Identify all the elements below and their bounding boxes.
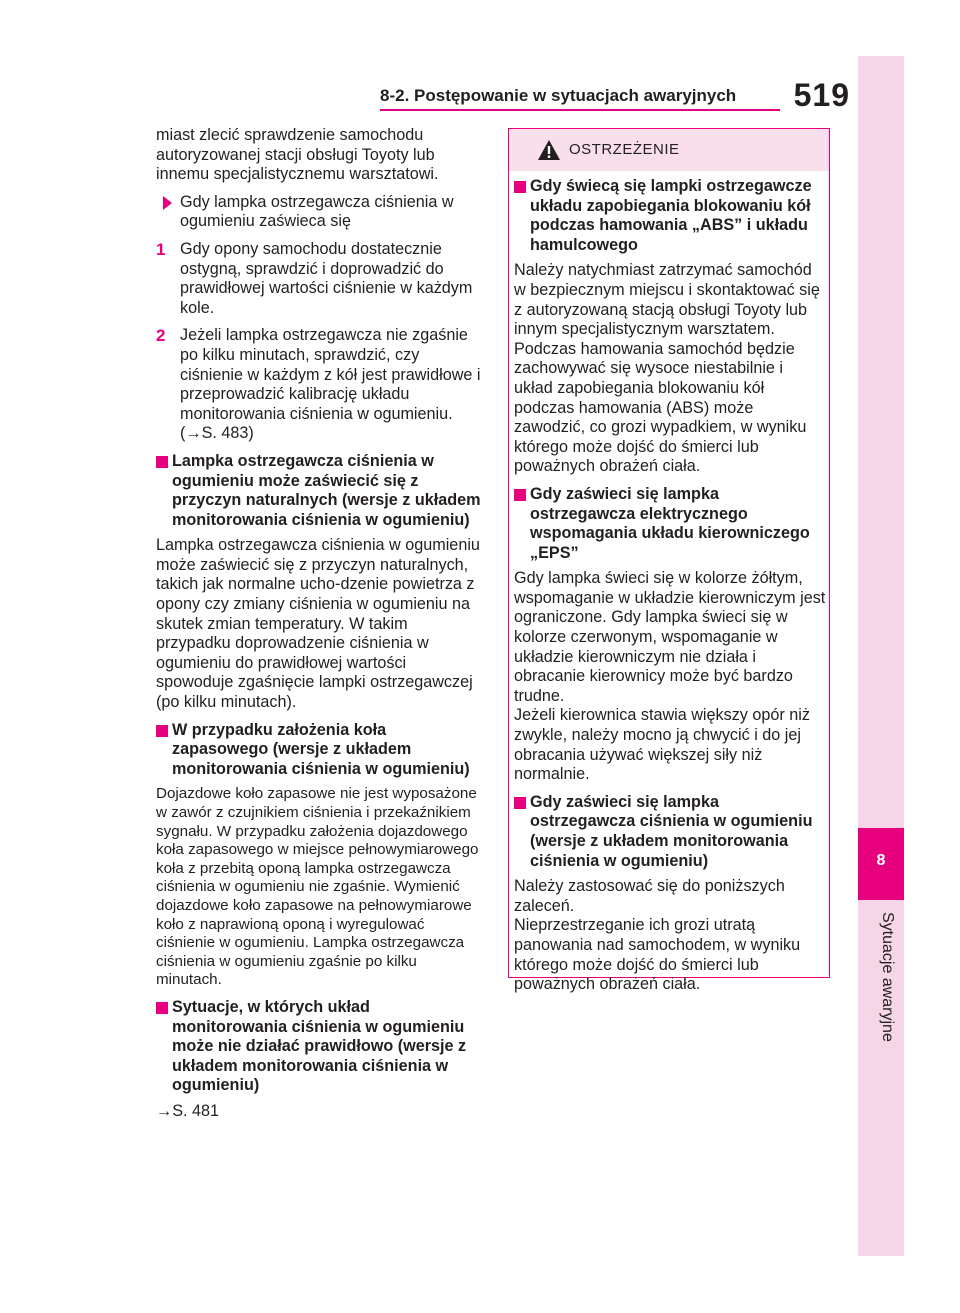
- triangle-arrow-icon: [163, 196, 172, 210]
- header-rule: [380, 109, 780, 111]
- section-heading: [156, 721, 481, 780]
- chapter-side-tab: [858, 56, 904, 1256]
- warning-paragraph: Należy natychmiast zatrzymać samochód w bezpiecznym miejscu i skontaktować się z autoryzowaną stacją obsługi Toyoty lub innym specjalistycznym warsztatem.: [514, 261, 820, 339]
- page-reference-link[interactable]: →S. 481: [156, 1101, 219, 1120]
- warning-paragraph: Należy zastosować się do poniższych zaleceń.: [514, 877, 785, 915]
- chapter-label: Sytuacje awaryjne: [879, 912, 896, 1042]
- section-title: 8-2. Postępowanie w sytuacjach awaryjnych: [380, 86, 737, 105]
- section-heading: [156, 452, 481, 530]
- warning-title: OSTRZEŻENIE: [569, 141, 680, 158]
- left-column: [156, 126, 481, 1130]
- step-text: Jeżeli lampka ostrzegawcza nie zgaśnie po kilku minutach, sprawdzić, czy ciśnienie w każdym z kół jest prawidłowe i przeprowadzić kalibrację układu monitorowania ciśnienia w ogumieniu. (→S. 483): [180, 326, 481, 443]
- warning-paragraph: Nieprzestrzeganie ich grozi utratą panowania nad samochodem, w wyniku którego może dojść do śmierci lub poważnych obrażeń ciała.: [514, 916, 801, 994]
- step-2: [156, 326, 481, 444]
- square-bullet-icon: [514, 489, 526, 501]
- warning-paragraph: Podczas hamowania samochód będzie zachowywać się wysoce niestabilnie i układ zapobiegania blokowaniu kół podczas hamowania (ABS) może zawodzić, co grozi wypadkiem, w wyniku którego może dojść do śmierci lub poważnych obrażeń ciała.: [514, 339, 807, 476]
- heading-text: W przypadku założenia koła zapasowego (wersje z układem monitorowania ciśnienia w ogumieniu): [172, 720, 470, 778]
- condition-text: Gdy lampka ostrzegawcza ciśnienia w ogumieniu zaświeca się: [180, 192, 454, 231]
- heading-text: Gdy zaświeci się lampka ostrzegawcza ciśnienia w ogumieniu (wersje z układem monitorowania ciśnienia w ogumieniu): [530, 792, 813, 870]
- chapter-number: 8: [876, 852, 886, 869]
- step-1: [156, 240, 481, 318]
- warning-paragraph: Jeżeli kierownica stawia większy opór niż zwykle, należy mocno ją chwycić i do jej obracania używać większej siły niż normalnie.: [514, 706, 810, 784]
- heading-text: Gdy zaświeci się lampka ostrzegawcza elektrycznego wspomagania układu kierowniczego „EPS”: [530, 484, 810, 562]
- page-header: [380, 77, 858, 113]
- square-bullet-icon: [156, 456, 168, 468]
- paragraph: Lampka ostrzegawcza ciśnienia w ogumieniu może zaświecić się z przyczyn naturalnych, takich jak normalne ucho-dzenie powietrza z opony czy zmiany ciśnienia w ogumieniu na skutek zmian temperatury. W takim przypadku doprowadzenie ciśnienia w ogumieniu do prawidłowej wartości spowoduje zgaśnięcie lampki ostrzegawczej (po kilku minutach).: [156, 536, 480, 712]
- chapter-number-box: [858, 828, 904, 900]
- heading-text: Lampka ostrzegawcza ciśnienia w ogumieniu może zaświecić się z przyczyn naturalnych (wersje z układem monitorowania ciśnienia w ogumieniu): [172, 451, 481, 529]
- page-number: 519: [793, 77, 850, 113]
- paragraph: Dojazdowe koło zapasowe nie jest wyposażone w zawór z czujnikiem ciśnienia i przekaźnikiem sygnału. W przypadku założenia dojazdowego koła zapasowego w miejsce pełnowymiarowego koła z przebitą oponą lampka ostrzegawcza ciśnienia w ogumieniu nie zgaśnie. Wymienić dojazdowe koło zapasowe na pełnowymiarowe koło z naprawioną oponą i wyregulować ciśnienie w ogumieniu. Lampka ostrzegawcza ciśnienia w ogumieniu zgaśnie po kilku minutach.: [156, 785, 479, 989]
- square-bullet-icon: [514, 797, 526, 809]
- step-number: 2: [156, 326, 166, 346]
- step-text: Gdy opony samochodu dostatecznie ostygną, sprawdzić i doprowadzić do prawidłowej wartości ciśnienie w każdym kole.: [180, 239, 473, 317]
- heading-text: Sytuacje, w których układ monitorowania ciśnienia w ogumieniu może nie działać prawidłowo (wersje z układem monitorowania ciśnienia w ogumieniu): [172, 997, 467, 1095]
- warning-paragraph: Gdy lampka świeci się w kolorze żółtym, wspomaganie w układzie kierowniczym jest ograniczone. Gdy lampka świeci się w kolorze czerwonym, wspomaganie w układzie kierowniczym nie działa i obracanie kierownicy może być bardzo trudne.: [514, 569, 826, 705]
- square-bullet-icon: [156, 1002, 168, 1014]
- section-heading: [156, 998, 481, 1096]
- warning-triangle-icon: [537, 139, 561, 161]
- warning-header: [509, 129, 829, 171]
- warning-body: [514, 177, 826, 1003]
- heading-text: Gdy świecą się lampki ostrzegawcze układu zapobiegania blokowaniu kół podczas hamowania „ABS” i układu hamulcowego: [530, 177, 812, 254]
- condition-item: [156, 193, 481, 232]
- warning-box: [508, 128, 830, 994]
- warning-heading: [514, 793, 826, 871]
- warning-heading: [514, 485, 826, 563]
- step-number: 1: [156, 239, 166, 259]
- warning-heading: [514, 177, 826, 255]
- square-bullet-icon: [514, 181, 526, 193]
- square-bullet-icon: [156, 725, 168, 737]
- intro-paragraph: miast zlecić sprawdzenie samochodu autoryzowanej stacji obsługi Toyoty lub innemu specjalistycznemu warsztatowi.: [156, 126, 439, 184]
